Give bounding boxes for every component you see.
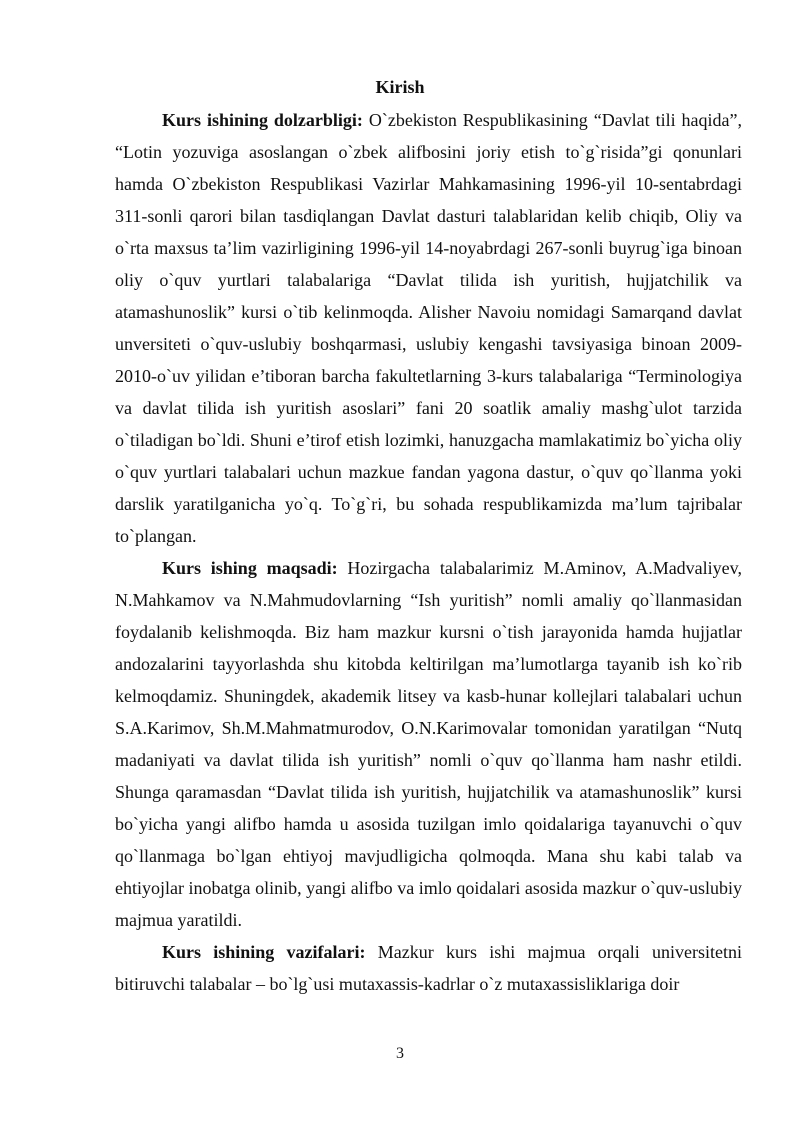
page-title: Kirish: [375, 77, 425, 97]
body-text: [115, 104, 742, 1000]
paragraph-text: Hozirgacha talabalarimiz M.Aminov, A.Madvaliyev, N.Mahkamov va N.Mahmudovlarning “Ish yuritish” nomli amaliy qo`llanmasidan foydalanib kelishmoqda. Biz ham mazkur kursni o`tish jarayonida hamda hujjatlar andozalarini tayyorlashda shu kitobda keltirilgan ma’lumotlarga tayanib ish ko`rib kelmoqdamiz. Shuningdek, akademik litsey va kasb-hunar kollejlari talabalari uchun S.A.Karimov, Sh.M.Mahmatmurodov, O.N.Karimovalar tomonidan yaratilgan “Nutq madaniyati va davlat tilida ish yuritish” nomli o`quv qo`llanma ham nashr etildi. Shunga qaramasdan “Davlat tilida ish yuritish, hujjatchilik va atamashunoslik” kursi bo`yicha yangi alifbo hamda u asosida tuzilgan imlo qoidalariga tayanuvchi o`quv qo`llanmaga bo`lgan ehtiyoj mavjudligicha qolmoqda. Mana shu kabi talab va ehtiyojlar inobatga olinib, yangi alifbo va imlo qoidalari asosida mazkur o`quv-uslubiy majmua yaratildi.: [115, 558, 742, 930]
paragraph-maqsadi: [115, 552, 742, 936]
paragraph-text: O`zbekiston Respublikasining “Davlat tili haqida”, “Lotin yozuviga asoslangan o`zbek alifbosini joriy etish to`g`risida”gi qonunlari hamda O`zbekiston Respublikasi Vazirlar Mahkamasining 1996-yil 10-sentabrdagi 311-sonli qarori bilan tasdiqlangan Davlat dasturi talablaridan kelib chiqib, Oliy va o`rta maxsus ta’lim vazirligining 1996-yil 14-noyabrdagi 267-sonli buyrug`iga binoan oliy o`quv yurtlari talabalariga “Davlat tilida ish yuritish, hujjatchilik va atamashunoslik” kursi o`tib kelinmoqda. Alisher Navoiu nomidagi Samarqand davlat unversiteti o`quv-uslubiy boshqarmasi, uslubiy kengashi tavsiyasiga binoan 2009-2010-o`uv yilidan e’tiboran barcha fakultetlarning 3-kurs talabalariga “Terminologiya va davlat tilida ish yuritish asoslari” fani 20 soatlik amaliy mashg`ulot tarzida o`tiladigan bo`ldi. Shuni e’tirof etish lozimki, hanuzgacha mamlakatimiz bo`yicha oliy o`quv yurtlari talabalari uchun mazkue fandan yagona dastur, o`quv qo`llanma yoki darslik yaratilganicha yo`q. To`g`ri, bu sohada respublikamizda ma’lum tajribalar to`plangan.: [115, 110, 743, 546]
paragraph-heading: Kurs ishing maqsadi:: [162, 558, 338, 578]
page-number: 3: [396, 1045, 404, 1062]
paragraph-vazifalari: [115, 936, 742, 1000]
paragraph-heading: Kurs ishining vazifalari:: [162, 942, 366, 962]
paragraph-text: Mazkur kurs ishi majmua orqali universitetni bitiruvchi talabalar – bo`lg`usi mutaxassis-kadrlar o`z mutaxassisliklariga doir: [115, 942, 743, 994]
paragraph-dolzarbligi: [115, 104, 742, 552]
paragraph-heading: Kurs ishining dolzarbligi:: [162, 110, 363, 130]
